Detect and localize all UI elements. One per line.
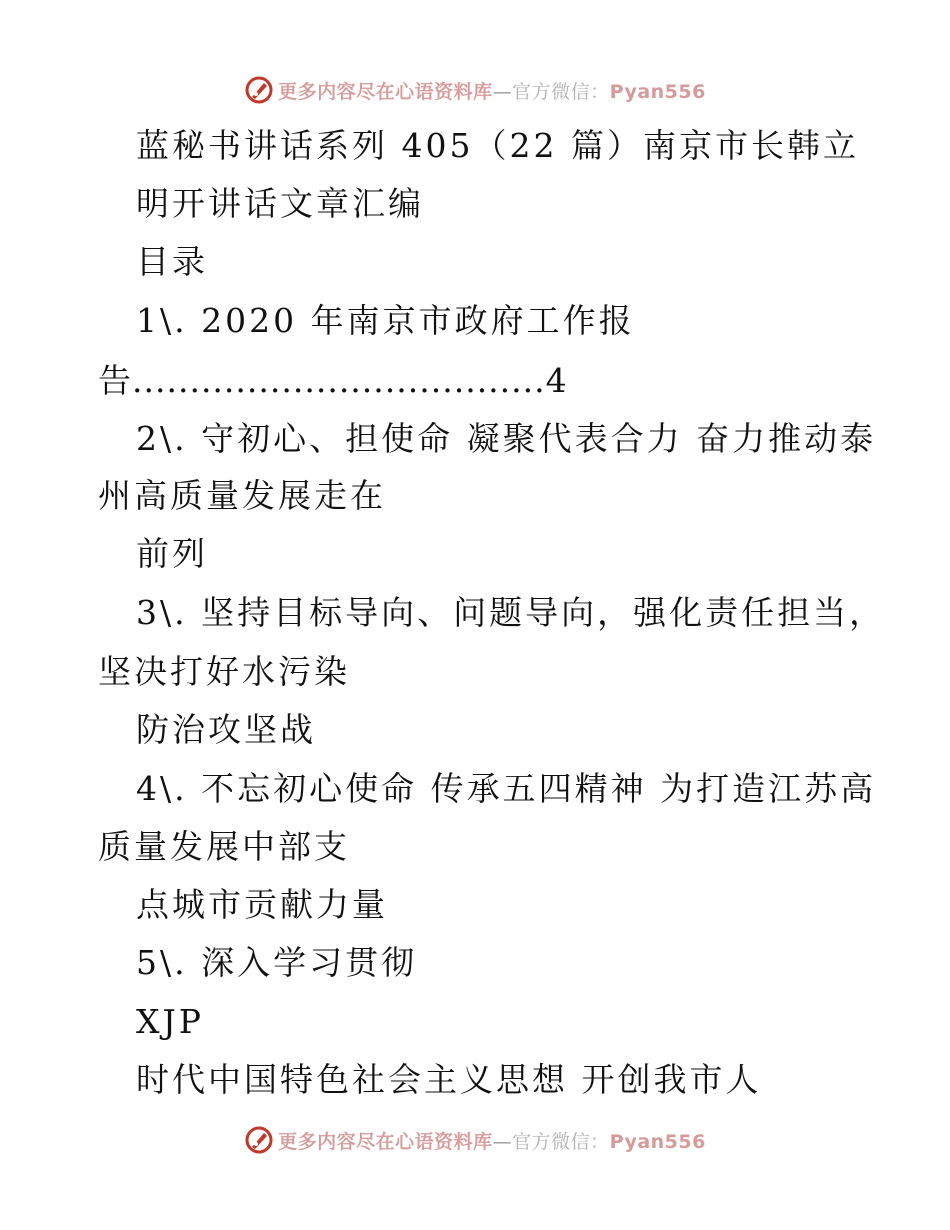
watermark-banner-bottom — [0, 1120, 950, 1160]
watermark-wechat-label: 官方微信： — [512, 80, 610, 103]
toc-line: 质量发展中部支 — [98, 827, 350, 866]
watermark-brand: 更多内容尽在心语资料库 — [278, 1130, 493, 1153]
toc-line: 2\. 守初心、担使命 凝聚代表合力 奋力推动泰 — [136, 419, 877, 458]
watermark-wechat-id: Pyan556 — [609, 80, 706, 103]
watermark-wechat-id: Pyan556 — [609, 1130, 706, 1153]
pen-nib-logo-icon — [244, 75, 274, 105]
toc-line: 告....................................4 — [98, 361, 568, 400]
watermark-text — [278, 1127, 706, 1154]
toc-line: 前列 — [136, 534, 208, 573]
watermark-wechat-label: 官方微信： — [512, 1130, 610, 1153]
toc-line: 时代中国特色社会主义思想 开创我市人 — [136, 1060, 762, 1099]
toc-line: 防治攻坚战 — [136, 710, 316, 749]
toc-line: 4\. 不忘初心使命 传承五四精神 为打造江苏高 — [136, 769, 877, 808]
watermark-brand: 更多内容尽在心语资料库 — [278, 80, 493, 103]
watermark-text — [278, 77, 706, 104]
watermark-separator: — — [492, 80, 513, 103]
toc-line: 3\. 坚持目标导向、问题导向，强化责任担当， — [136, 593, 886, 632]
document-title-line-1: 蓝秘书讲话系列 405（22 篇）南京市长韩立 — [136, 126, 859, 165]
pen-nib-logo-icon — [244, 1125, 274, 1155]
watermark-banner-top — [0, 70, 950, 110]
toc-line: 州高质量发展走在 — [98, 476, 386, 515]
toc-line: 坚决打好水污染 — [98, 652, 350, 691]
document-title-line-2: 明开讲话文章汇编 — [136, 184, 424, 223]
toc-heading: 目录 — [136, 242, 208, 281]
toc-line: 点城市贡献力量 — [136, 885, 388, 924]
toc-line: 5\. 深入学习贯彻 — [136, 943, 418, 982]
toc-line: 1\. 2020 年南京市政府工作报 — [136, 301, 635, 340]
toc-line: XJP — [136, 1002, 204, 1041]
watermark-separator: — — [492, 1130, 513, 1153]
